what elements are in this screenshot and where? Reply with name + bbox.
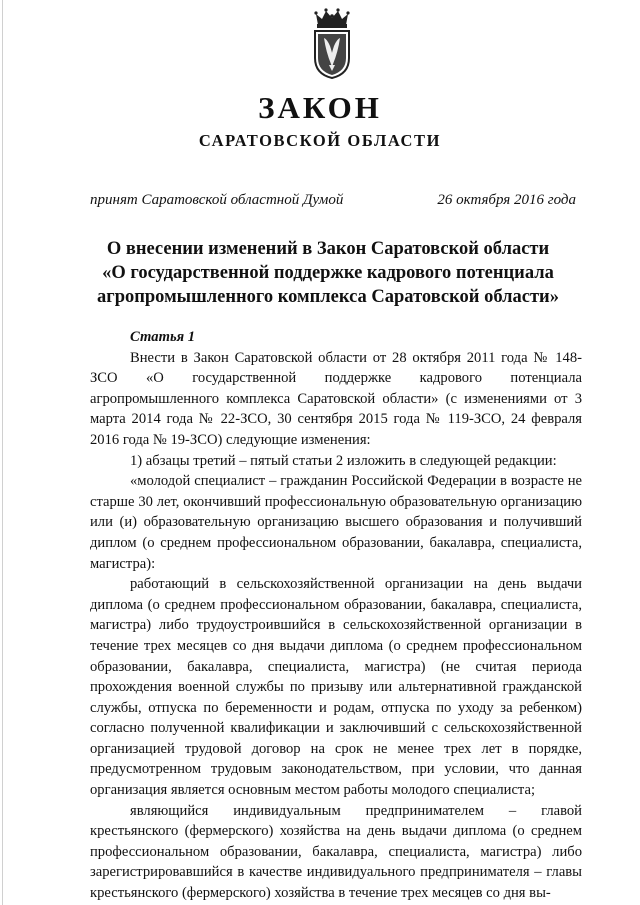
adopted-by: принят Саратовской областной Думой [90, 192, 344, 208]
law-heading-line: «О государственной поддержке кадрового потенциала [102, 263, 554, 283]
law-heading-line: О внесении изменений в Закон Саратовской области [106, 239, 550, 259]
article-body [90, 327, 582, 904]
adoption-date: 26 октября 2016 года [437, 192, 576, 208]
saratov-coat-of-arms-icon [311, 8, 353, 80]
article-paragraph: Внести в Закон Саратовской области от 28 октября 2011 года № 148-ЗСО «О государственной поддержке кадрового потенциала агропромышленного комплекса Саратовской области» (с изменениями от 3 марта 2014 года № 22-ЗСО, 30 сентября 2015 года № 119-ЗСО, 24 февраля 2016 года № 19-ЗСО) следующие изменения: [90, 349, 582, 448]
article-paragraph: работающий в сельскохозяйственной организации на день выдачи диплома (о среднем профессиональном образовании, бакалавра, специалиста, магистра) либо трудоустроившийся в сельскохозяйственной организации в течение трех месяцев со дня выдачи диплома (о среднем профессиональном образовании, бакалавра, специалиста, магистра) (не считая периода прохождения военной службы по призыву или альтернативной гражданской службы, отпуска по беременности и родам, отпуска по уходу за ребенком) согласно полученной квалификации и заключивший с сельскохозяйственной организацией трудовой договор на срок не менее трех лет в порядке, предусмотренном трудовым законодательством, при условии, что данная организация является основным местом работы молодого специалиста; [90, 576, 582, 799]
law-heading [70, 237, 586, 309]
law-heading-line: агропромышленного комплекса Саратовской области» [97, 287, 559, 307]
article-paragraph: «молодой специалист – гражданин Российской Федерации в возрасте не старше 30 лет, окончивший профессиональную образовательную организацию или (и) образовательную организацию высшего образования и получивший диплом (о среднем профессиональном образовании, бакалавра, специалиста, магистра): [90, 473, 582, 572]
region-name: САРАТОВСКОЙ ОБЛАСТИ [198, 131, 442, 150]
article-paragraph: являющийся индивидуальным предпринимателем – главой крестьянского (фермерского) хозяйства на день выдачи диплома (о среднем профессиональном образовании, бакалавра, специалиста, магистра) либо зарегистрировавшийся в качестве индивидуального предпринимателя – главы крестьянского (фермерского) хозяйства в течение трех месяцев со дня вы- [90, 802, 582, 902]
law-title: ЗАКОН [258, 90, 382, 125]
article-label: Статья 1 [130, 329, 196, 345]
article-paragraph: 1) абзацы третий – пятый статьи 2 изложить в следующей редакции: [130, 452, 557, 469]
